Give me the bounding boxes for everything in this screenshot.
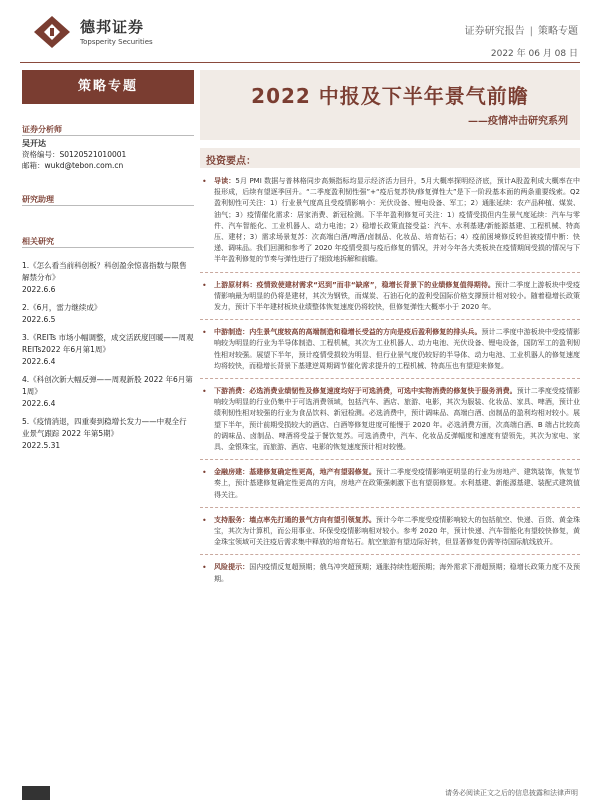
assistant-divider — [22, 205, 194, 206]
related-heading: 相关研究 — [22, 237, 54, 246]
paragraph-divider — [200, 378, 580, 379]
upstream-paragraph — [200, 280, 580, 314]
report-title: 2022 中报及下半年景气前瞻 — [251, 84, 529, 108]
paragraph-lead: 金融房建：基建修复确定性更高，地产有望弱修复。 — [214, 468, 376, 477]
paragraph-body: 预计二季度上游板块中受疫情影响最为明显的仍将是建材，其次为钢铁，而煤炭、石油石化的盈利受国际价格支撑预计相对较小。随着稳增长政策发力，预计下半年建材板块业绩整体恢复速度仍将较快，但修复弹性大概率小于 2020 年。 — [214, 280, 581, 312]
report-meta — [465, 22, 578, 37]
analyst-heading: 证券分析师 — [22, 125, 62, 134]
paragraph-divider — [200, 507, 580, 508]
bullet-icon: • — [202, 280, 207, 290]
tebon-logo-icon — [30, 12, 74, 52]
related-item-title: 2.《6月，雷力继续成》 — [22, 303, 102, 312]
related-item-date: 2022.5.31 — [22, 441, 61, 450]
analyst-block — [22, 138, 194, 171]
bullet-icon: • — [202, 387, 207, 397]
related-research-list — [22, 260, 194, 458]
bullet-icon: • — [202, 328, 207, 338]
related-item-title: 4.《科创次新大幅反弹——周观新股 2022 年6月第1周》 — [22, 375, 193, 396]
paragraph-lead: 上游原材料：疫情致使建材需求“迟到”而非“缺席”，稳增长背景下的业绩修复值得期待。 — [214, 280, 496, 289]
meta-separator: | — [529, 26, 533, 37]
paragraph-lead: 中游制造：内生景气度较高的高端制造和稳增长受益的方向是疫后盈利修复的排头兵。 — [214, 328, 482, 337]
analyst-email[interactable]: 邮箱：wukd@tebon.com.cn — [22, 161, 124, 170]
report-type: 证券研究报告 — [464, 26, 525, 37]
report-category: 策略专题 — [538, 26, 578, 37]
related-item-title: 5.《疫情消退，四重奏到稳增长发力——中观全行业景气跟踪 2022 年第5期》 — [22, 417, 187, 438]
category-tag: 策略专题 — [22, 70, 194, 104]
risk-paragraph — [200, 562, 580, 584]
bullet-icon: • — [202, 177, 207, 186]
report-subtitle: ——疫情冲击研究系列 — [468, 116, 568, 127]
related-divider — [22, 247, 194, 248]
bullet-icon: • — [202, 515, 207, 525]
bullet-icon: • — [202, 468, 207, 478]
company-logo — [30, 12, 160, 52]
related-item-title: 3.《REITs 市场小幅调整，成交活跃度回暖——周观REITs2022 年6月第1周》 — [22, 333, 194, 354]
bullet-icon: • — [202, 563, 207, 573]
analyst-divider — [22, 135, 194, 136]
analyst-name: 吴开达 — [22, 139, 46, 148]
paragraph-body: 预计今年二季度受疫情影响较大的包括航空、快递、百货、黄金珠宝，其次为计算机，而公用事业、环保受疫情影响相对较小。参考 2020 年，预计快递、汽车智能化有望较快修复，黄金珠宝领域可关注疫后需求集中释放的培育钻石。航空旅游有望边际好转，但显著修复仍需等待国际航线放开。 — [214, 515, 581, 547]
header-divider — [20, 62, 580, 63]
midstream-paragraph — [200, 327, 580, 372]
assistant-heading: 研究助理 — [22, 195, 54, 204]
related-item-date: 2022.6.4 — [22, 399, 56, 408]
qr-code-icon — [22, 786, 50, 800]
footer-disclaimer: 请务必阅读正文之后的信息披露和法律声明 — [445, 789, 578, 797]
paragraph-lead: 导读： — [214, 177, 236, 185]
related-item-date: 2022.6.6 — [22, 285, 56, 294]
key-points-header — [200, 148, 580, 168]
paragraph-lead: 下游消费：必选消费业绩韧性及修复速度均好于可选消费，可选中实物消费的修复快于服务消费。 — [214, 387, 517, 396]
analyst-cert: 资格编号：S0120521010001 — [22, 150, 127, 159]
finance-property-paragraph — [200, 467, 580, 501]
paragraph-body: 国内疫情反复超预期；俄乌冲突超预期；通胀持续性超预期；海外需求下滑超预期；稳增长政策力度不及预期。 — [214, 563, 581, 583]
related-item-date: 2022.6.5 — [22, 315, 56, 324]
related-item[interactable] — [22, 260, 194, 296]
key-points-heading: 投资要点： — [206, 156, 256, 167]
paragraph-divider — [200, 272, 580, 273]
services-paragraph — [200, 515, 580, 549]
related-item[interactable] — [22, 416, 194, 452]
key-points-body — [200, 176, 580, 585]
paragraph-lead: 风险提示： — [214, 563, 250, 572]
downstream-paragraph — [200, 386, 580, 453]
related-item[interactable] — [22, 302, 194, 326]
report-date: 2022 年 06 月 08 日 — [490, 49, 578, 59]
paragraph-body: 5月 PMI 数据与普林格同步高频指标均显示经济活力回升，5月大概率探明经济底，预计A股盈利成大概率在中报形成，后续有望逐季回升。“二季度盈利韧性强”+“疫后复苏快/修复弹性大”是下一阶段基本面的两条重要线索。Q2盈利韧性可关注：1）行业景气度高且受疫情影响小：光伏设备、锂电设备、军工；2）通胀延续：农产品种植、煤炭、油气；3）疫情催化需求：居家消费、新冠检测。下半年盈利修复可关注：1）疫情受损但内生景气度延续：汽车与零件、汽车智能化、工业机器人、动力电池；2）稳增长政策直接受益：汽车、水利基建/新能源基建、工程机械、特高压、建材；3）需求场景复苏：次高端白酒/啤酒/卤制品、化妆品、培育钻石；4）疫前困境修反转但被疫情中断：快递、调味品。我们回溯和参考了 2020 年疫情受损与疫后修复的情况，并对今年各大类板块在疫情期间受损的情况与下半年盈利修复的节奏与弹性进行了细致地拆解和前瞻。 — [214, 177, 580, 264]
title-panel — [200, 70, 580, 140]
company-name-cn: 德邦证券 — [80, 18, 145, 36]
paragraph-body: 预计二季度受疫情影响较为明显的行业仍集中于可选消费领域，包括汽车、酒店、旅游、电影，其次为服装、化妆品、家具、啤酒，预计业绩利韧性相对较强的行业为食品饮料、新冠检测。必选消费中，预计调味品、高端白酒、卤制品的盈利均相对较小。展望下半年，预计前期受损较大的酒店、白酒等修复进度可能慢于 2020 年。必选消费方面，次高端白酒、B 端占比较高的调味品、卤制品、啤酒将受益于餐饮复苏。可选消费中，汽车、化妆品反弹幅度和速度有望领先，其次为家电、家具、金银珠宝，而旅游、酒店、电影的恢复速度预计相对较慢。 — [214, 387, 581, 452]
summary-paragraph — [200, 176, 580, 266]
paragraph-divider — [200, 319, 580, 320]
paragraph-body: 预计二季度中游板块中受疫情影响较为明显的行业为半导体制造、工程机械，其次为工业机器人、动力电池、光伏设备、锂电设备，国防军工的盈利韧性相对较强。展望下半年，预计疫情受损较为明显、但行业景气度仍较好的半导体、动力电池、工业机器人的修复速度均将较快，而稳增长背景下基建逆周期调节催化需求提升的工程机械、特高压也有望迎来修复。 — [214, 328, 581, 370]
related-item-title: 1.《怎么看当前科创板？科创盈余惊喜指数与限售解禁分布》 — [22, 261, 187, 282]
paragraph-lead: 支持服务：墙点率先打通的景气方向有望引领复苏。 — [214, 515, 376, 524]
related-item-date: 2022.6.4 — [22, 357, 56, 366]
paragraph-body: 预计二季度受疫情影响更明显的行业为房地产、建筑装饰，恢复节奏上，预计基建修复确定性更高的方向，房地产在政策强刺激下也有望弱修复。水利基建、新能源基建、装配式建筑值得关注。 — [214, 468, 581, 499]
company-name-en: Topsperity Securities — [80, 38, 153, 46]
related-item[interactable] — [22, 374, 194, 410]
related-item[interactable] — [22, 332, 194, 368]
paragraph-divider — [200, 459, 580, 460]
paragraph-divider — [200, 554, 580, 555]
